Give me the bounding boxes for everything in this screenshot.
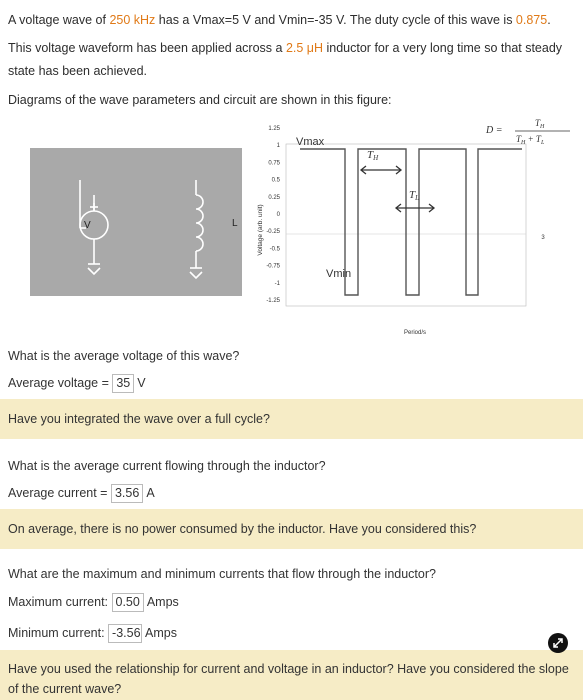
q1-question: What is the average voltage of this wave? xyxy=(8,349,240,363)
tl-text: T xyxy=(409,189,416,201)
duty-num-sub: H xyxy=(540,124,545,130)
y-axis-label: Voltage (arb. unit) xyxy=(257,204,264,256)
q3-min-row xyxy=(8,624,177,643)
y-tick-label: -0.75 xyxy=(266,263,280,270)
source-label: V xyxy=(84,220,91,231)
duty-den-mid: + T xyxy=(525,134,541,144)
minimum-current-input[interactable]: -3.56 xyxy=(108,624,142,643)
ground-icon xyxy=(190,272,202,278)
q1-unit: V xyxy=(137,375,146,390)
problem-text: . xyxy=(547,13,551,27)
q2-unit: A xyxy=(146,485,155,500)
problem-text: has a Vmax=5 V and Vmin=-35 V. The duty cycle of this wave is xyxy=(155,13,516,27)
y-tick-label: 1.25 xyxy=(268,126,280,132)
problem-text: This voltage waveform has been applied across a xyxy=(8,41,286,55)
q2-feedback: On average, there is no power consumed by the inductor. Have you considered this? xyxy=(8,522,477,536)
inductance-value: 2.5 μH xyxy=(285,41,324,55)
q3-min-label: Minimum current: xyxy=(8,625,109,640)
y-tick-label: 0.5 xyxy=(271,177,280,184)
problem-text: inductor for a very long time so that steady xyxy=(323,41,563,55)
q2-question: What is the average current flowing through the inductor? xyxy=(8,459,326,473)
vmin-label: Vmin xyxy=(326,268,352,280)
duty-den-sub2: L xyxy=(540,140,545,146)
q1-feedback-box xyxy=(0,399,583,439)
th-text: T xyxy=(367,149,374,161)
y-tick-label: 1 xyxy=(276,143,280,150)
q3-feedback-box xyxy=(0,650,583,700)
duty-cycle-value: 0.875 xyxy=(515,13,548,27)
q3-question: What are the maximum and minimum currents that flow through the inductor? xyxy=(8,567,436,581)
q2-answer-row xyxy=(8,484,155,503)
ground-icon xyxy=(88,268,100,274)
q2-feedback-box xyxy=(0,509,583,549)
x-axis-label: Period/s xyxy=(404,330,427,336)
q2-label: Average current = xyxy=(8,485,111,500)
q1-feedback: Have you integrated the wave over a full cycle? xyxy=(8,412,270,426)
diagram-intro: Diagrams of the wave parameters and circuit are shown in this figure: xyxy=(8,93,392,107)
inductor-icon xyxy=(196,195,203,251)
q3-feedback-line2: of the current wave? xyxy=(8,682,122,696)
frequency-value: 250 kHz xyxy=(109,13,156,27)
duty-den-text: T xyxy=(516,134,522,144)
q3-max-label: Maximum current: xyxy=(8,594,112,609)
expand-arrows-icon[interactable] xyxy=(547,632,569,654)
y-tick-label: -0.25 xyxy=(266,229,280,236)
average-voltage-input[interactable]: 35 xyxy=(112,374,134,393)
y-tick-label: -0.5 xyxy=(269,246,280,253)
maximum-current-input[interactable]: 0.50 xyxy=(112,593,144,612)
q3-feedback-line1: Have you used the relationship for current and voltage in an inductor? Have you considered the slope xyxy=(8,662,569,676)
y-tick-label: 0.25 xyxy=(268,194,280,201)
q3-max-unit: Amps xyxy=(146,594,179,609)
th-sub: H xyxy=(373,154,379,162)
vmax-label: Vmax xyxy=(296,136,325,148)
duty-lhs: D = xyxy=(486,125,503,136)
y-tick-label: -1 xyxy=(274,280,280,287)
y-tick-label: 0.75 xyxy=(268,160,280,167)
duty-formula xyxy=(485,118,570,146)
duty-denominator xyxy=(516,134,545,146)
circuit-diagram xyxy=(80,180,203,278)
problem-text: A voltage wave of xyxy=(8,13,110,27)
q1-label: Average voltage = xyxy=(8,375,113,390)
y-tick-label: 0 xyxy=(276,212,280,218)
duty-den-sub1: H xyxy=(521,140,526,146)
problem-line-3: state has been achieved. xyxy=(8,64,147,78)
x-tick-label: 3 xyxy=(541,235,545,241)
duty-numerator xyxy=(535,118,545,130)
inductor-label: L xyxy=(232,218,238,229)
duty-num-text: T xyxy=(535,118,541,128)
y-tick-labels xyxy=(266,126,280,304)
y-tick-label: -1.25 xyxy=(266,298,280,304)
q1-answer-row xyxy=(8,374,146,393)
tl-sub: L xyxy=(415,194,420,202)
q3-min-unit: Amps xyxy=(145,625,177,640)
average-current-input[interactable]: 3.56 xyxy=(111,484,143,503)
q3-max-row xyxy=(8,593,179,612)
figure-svg xyxy=(0,0,583,345)
